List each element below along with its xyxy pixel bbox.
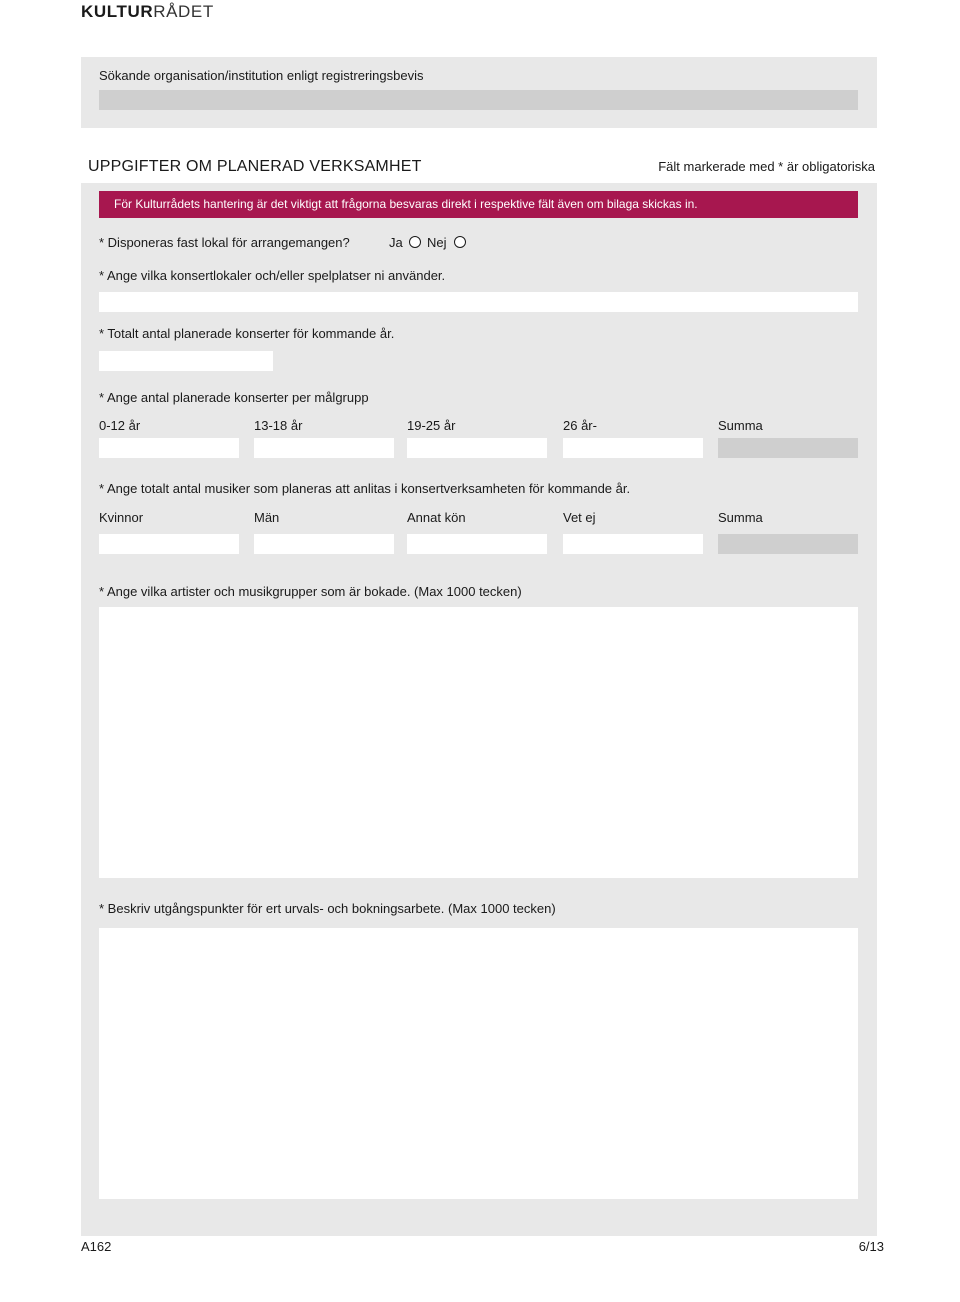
total-concerts-input[interactable] — [99, 351, 273, 371]
total-concerts-question: * Totalt antal planerade konserter för kommande år. — [99, 326, 395, 341]
form-id: A162 — [81, 1239, 112, 1254]
target-0-12-input[interactable] — [99, 438, 239, 458]
target-sum-field — [718, 438, 858, 458]
target-col-label: Summa — [718, 418, 763, 433]
radio-ja[interactable] — [409, 236, 421, 248]
target-13-18-input[interactable] — [254, 438, 394, 458]
logo-bold-part: KULTUR — [81, 2, 154, 21]
musicians-question: * Ange totalt antal musiker som planeras att anlitas i konsertverksamheten för kommande år. — [99, 481, 631, 496]
artists-textarea[interactable] — [99, 607, 858, 878]
section-title: UPPGIFTER OM PLANERAD VERKSAMHET — [88, 158, 422, 175]
target-26-plus-input[interactable] — [563, 438, 703, 458]
applicant-field — [99, 90, 858, 110]
booking-question: * Beskriv utgångspunkter för ert urvals- och bokningsarbete. (Max 1000 tecken) — [99, 901, 556, 916]
musicians-men-input[interactable] — [254, 534, 394, 554]
option-ja-label: Ja — [389, 235, 403, 250]
target-col-label: 26 år- — [563, 418, 597, 433]
required-fields-note: Fält markerade med * är obligatoriska — [658, 159, 875, 174]
musicians-other-gender-input[interactable] — [407, 534, 547, 554]
target-groups-question: * Ange antal planerade konserter per målgrupp — [99, 390, 369, 405]
booking-textarea[interactable] — [99, 928, 858, 1199]
musicians-col-label: Summa — [718, 510, 763, 525]
applicant-label: Sökande organisation/institution enligt registreringsbevis — [99, 68, 424, 83]
musicians-col-label: Annat kön — [407, 510, 466, 525]
fixed-venue-question: * Disponeras fast lokal för arrangemangen? — [99, 235, 350, 250]
musicians-sum-field — [718, 534, 858, 554]
logo-light-part: RÅDET — [153, 2, 214, 21]
target-col-label: 13-18 år — [254, 418, 303, 433]
radio-nej[interactable] — [454, 236, 466, 248]
musicians-col-label: Män — [254, 510, 280, 525]
artists-question: * Ange vilka artister och musikgrupper som är bokade. (Max 1000 tecken) — [99, 584, 522, 599]
target-col-label: 0-12 år — [99, 418, 141, 433]
musicians-women-input[interactable] — [99, 534, 239, 554]
option-nej-label: Nej — [427, 235, 447, 250]
kulturradet-logo — [81, 3, 214, 21]
target-19-25-input[interactable] — [407, 438, 547, 458]
musicians-unknown-input[interactable] — [563, 534, 703, 554]
notice-text: För Kulturrådets hantering är det viktigt att frågorna besvaras direkt i respektive fält även om bilaga skickas in. — [114, 197, 698, 211]
target-col-label: 19-25 år — [407, 418, 456, 433]
musicians-col-label: Vet ej — [563, 510, 596, 525]
venues-question: * Ange vilka konsertlokaler och/eller spelplatser ni använder. — [99, 268, 446, 283]
venues-input[interactable] — [99, 292, 858, 312]
musicians-col-label: Kvinnor — [99, 510, 144, 525]
page-number: 6/13 — [858, 1239, 884, 1254]
notice-banner — [99, 191, 858, 218]
